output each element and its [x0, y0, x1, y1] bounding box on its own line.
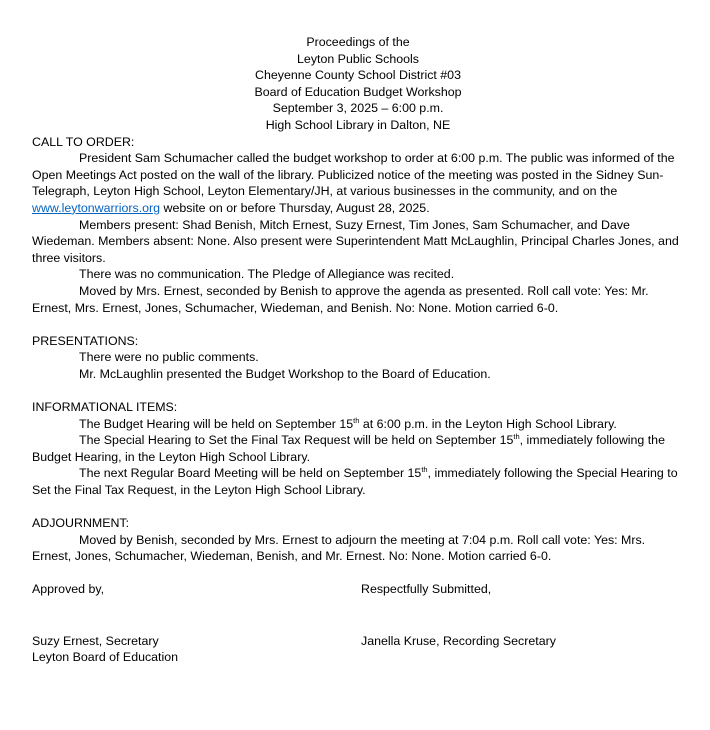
budget-hearing-text-b: at 6:00 p.m. in the Leyton High School Library. — [359, 416, 617, 431]
regular-meeting-paragraph — [32, 465, 684, 498]
adjournment-heading: ADJOURNMENT: — [32, 516, 130, 531]
respectfully-submitted-label: Respectfully Submitted, — [361, 582, 492, 596]
signature-headings-row — [32, 581, 684, 598]
header-line-district: Cheyenne County School District #03 — [255, 68, 461, 83]
regular-meeting-text-b: , immediately following the Special Hearing to Set the Final Tax Request, in the Leyton High School Library. — [32, 466, 678, 498]
document-page — [32, 34, 684, 666]
budget-workshop-paragraph: Mr. McLaughlin presented the Budget Workshop to the Board of Education. — [79, 366, 491, 381]
public-comments-paragraph: There were no public comments. — [79, 350, 259, 365]
special-hearing-paragraph — [32, 432, 684, 465]
call-to-order-section — [32, 134, 684, 317]
budget-hearing-paragraph — [32, 416, 684, 433]
presentations-heading: PRESENTATIONS: — [32, 333, 139, 348]
signature-names-row — [32, 633, 684, 666]
adjournment-section — [32, 515, 684, 565]
call-to-order-paragraph — [32, 150, 684, 216]
presentations-section — [32, 333, 684, 383]
board-name: Leyton Board of Education — [32, 650, 179, 665]
special-hearing-text-a: The Special Hearing to Set the Final Tax Request will be held on September 15 — [79, 433, 514, 448]
header-line-school: Leyton Public Schools — [297, 51, 419, 66]
special-hearing-text-b: , immediately following the Budget Hearing, in the Leyton High School Library. — [32, 433, 665, 464]
communication-paragraph: There was no communication. The Pledge of Allegiance was recited. — [79, 267, 455, 282]
header-line-proceedings: Proceedings of the — [306, 35, 410, 49]
document-header — [32, 34, 684, 134]
call-to-order-text-b: website on or before Thursday, August 28, 2025. — [160, 200, 430, 215]
website-link[interactable]: www.leytonwarriors.org — [32, 200, 161, 215]
header-line-location: High School Library in Dalton, NE — [265, 117, 451, 132]
special-hearing-ordinal: th — [513, 432, 520, 442]
approved-by-label: Approved by, — [32, 582, 105, 596]
informational-items-heading: INFORMATIONAL ITEMS: — [32, 400, 178, 415]
budget-hearing-text-a: The Budget Hearing will be held on September 15 — [79, 416, 354, 431]
recording-secretary-name: Janella Kruse, Recording Secretary — [361, 633, 556, 648]
agenda-motion-paragraph: Moved by Mrs. Ernest, seconded by Benish to approve the agenda as presented. Roll call vote: Yes: Mr. Ernest, Mrs. Ernest, Jones, Schumacher, Wiedeman, and Benish. No: None. Motion carried 6-0. — [32, 283, 649, 315]
regular-meeting-ordinal: th — [421, 465, 428, 475]
informational-items-section — [32, 399, 684, 499]
budget-hearing-ordinal: th — [353, 415, 360, 425]
adjournment-motion-paragraph: Moved by Benish, seconded by Mrs. Ernest to adjourn the meeting at 7:04 p.m. Roll call vote: Yes: Mrs. Ernest, Jones, Schumacher, Wiedeman, Benish, and Mr. Ernest. No: None. Motion carried 6-0. — [32, 532, 646, 564]
call-to-order-text-a: President Sam Schumacher called the budget workshop to order at 6:00 p.m. The public was informed of the Open Meetings Act posted on the wall of the library. Publicized notice of the meeting was posted in the Sidney Sun-Telegraph, Leyton High School, Leyton Elementary/JH, at various businesses in the community, and on the — [32, 151, 675, 199]
members-present-paragraph: Members present: Shad Benish, Mitch Ernest, Suzy Ernest, Tim Jones, Sam Schumacher, and Dave Wiedeman. Members absent: None. Also present were Superintendent Matt McLaughlin, Principal Charles Jones, and three visitors. — [32, 217, 679, 265]
call-to-order-heading: CALL TO ORDER: — [32, 134, 135, 149]
header-line-date: September 3, 2025 – 6:00 p.m. — [272, 101, 444, 116]
regular-meeting-text-a: The next Regular Board Meeting will be held on September 15 — [79, 466, 422, 481]
header-line-meeting-type: Board of Education Budget Workshop — [254, 84, 462, 99]
secretary-signature-block — [32, 633, 361, 666]
secretary-name: Suzy Ernest, Secretary — [32, 633, 159, 648]
